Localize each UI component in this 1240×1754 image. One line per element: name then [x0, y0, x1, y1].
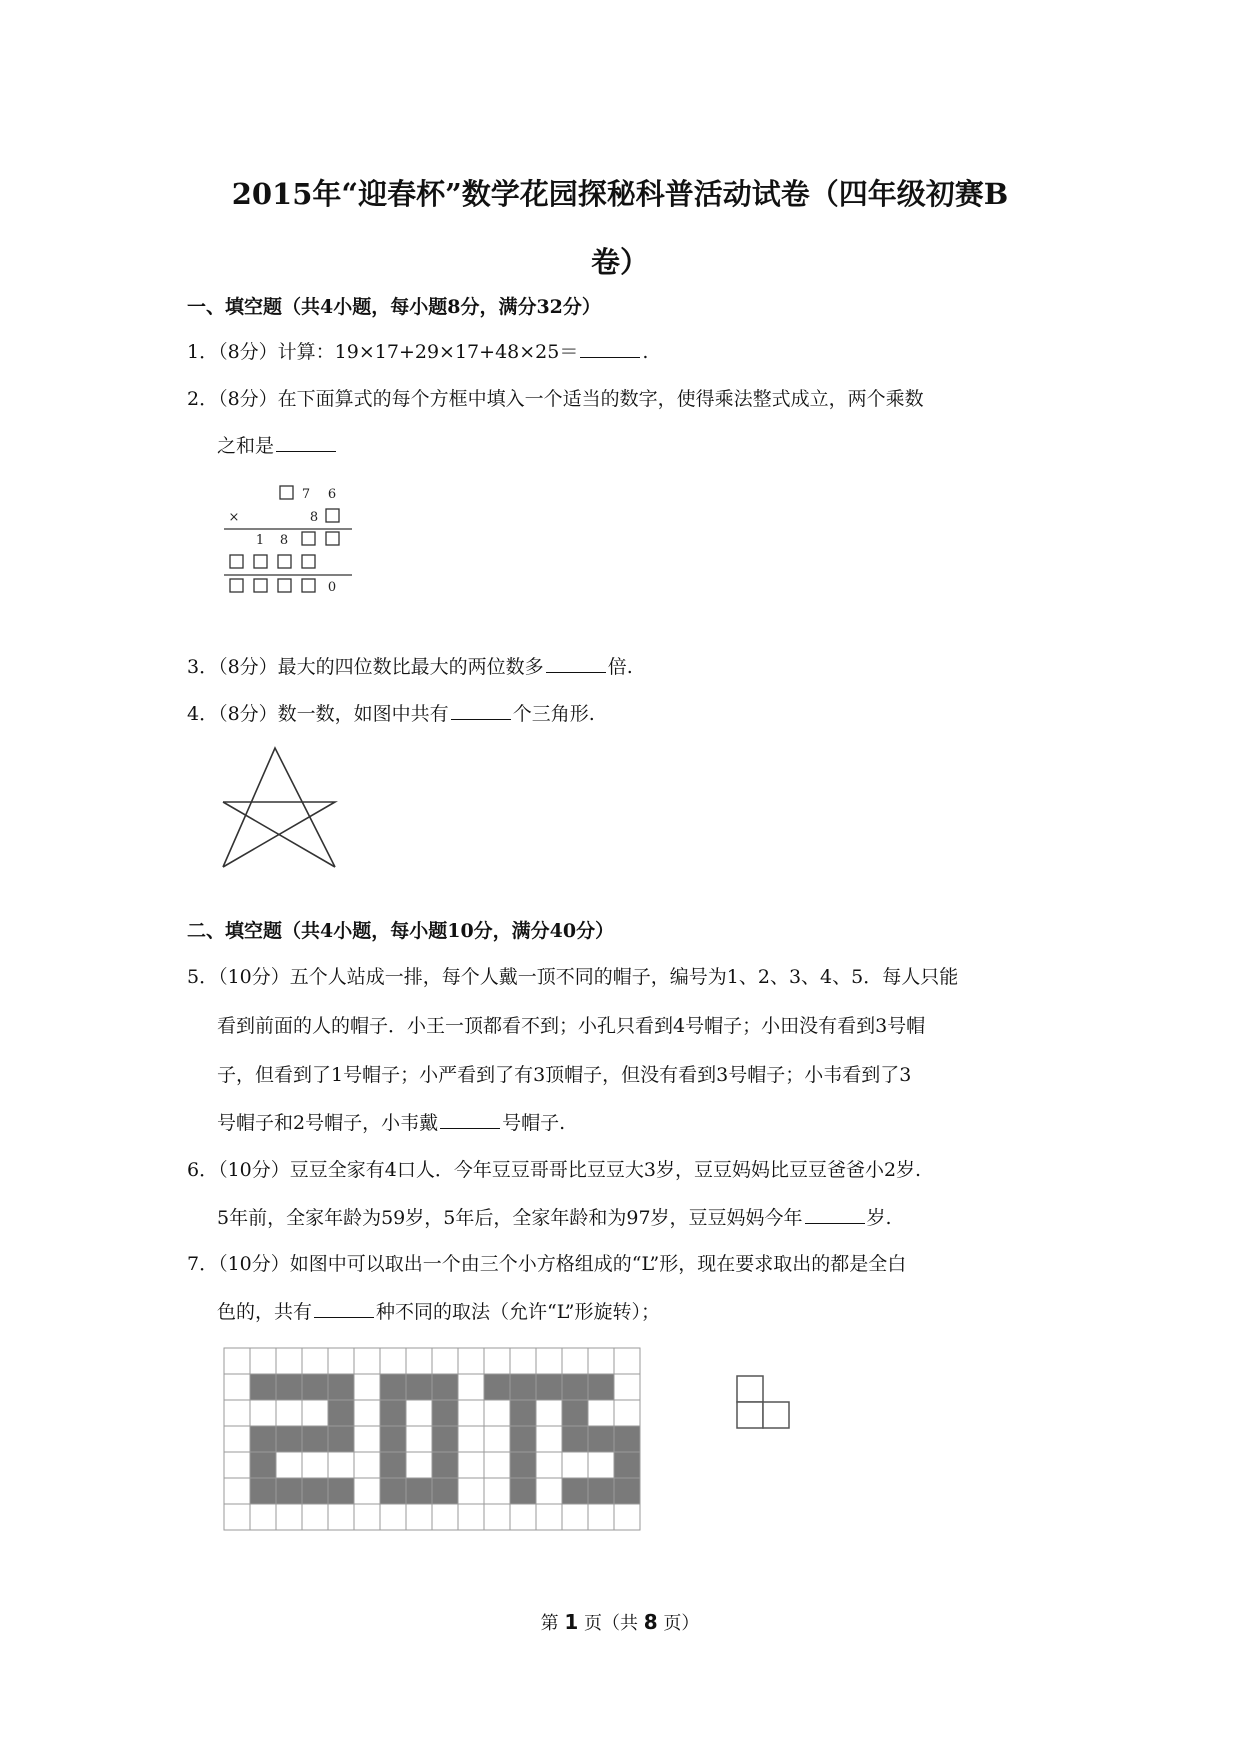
grid-cell-white: [458, 1374, 484, 1400]
grid-cell-white: [406, 1348, 432, 1374]
grid-cell-shaded: [250, 1478, 276, 1504]
grid-cell-shaded: [614, 1478, 640, 1504]
grid-cell-white: [354, 1504, 380, 1530]
grid-cell-shaded: [328, 1478, 354, 1504]
question-number: 6．: [187, 1159, 219, 1181]
grid-cell-white: [250, 1400, 276, 1426]
grid-cell-white: [614, 1348, 640, 1374]
grid-cell-white: [588, 1348, 614, 1374]
question-number: 2．: [187, 388, 219, 410]
grid-cell-white: [354, 1426, 380, 1452]
digit-box: [326, 509, 339, 522]
grid-cell-white: [536, 1478, 562, 1504]
grid-cell-white: [354, 1374, 380, 1400]
grid-cell-white: [484, 1400, 510, 1426]
grid-cell-white: [354, 1478, 380, 1504]
l-shape-figure: [735, 1374, 797, 1436]
question-text-end: .: [642, 341, 649, 363]
question-5-line1: [187, 968, 958, 987]
grid-cell-shaded: [406, 1478, 432, 1504]
section-1-heading: 一、填空题（共4小题，每小题8分，满分32分）: [187, 296, 601, 318]
grid-cell-white: [588, 1452, 614, 1478]
grid-cell-shaded: [432, 1400, 458, 1426]
grid-cell-shaded: [510, 1374, 536, 1400]
grid-cell-shaded: [276, 1374, 302, 1400]
question-2-line2: [217, 437, 338, 456]
grid-cell-white: [588, 1504, 614, 1530]
question-text-end: 号帽子.: [502, 1112, 566, 1134]
question-text: （8分）最大的四位数比最大的两位数多: [218, 656, 544, 678]
question-5-line4: [217, 1114, 565, 1133]
answer-blank[interactable]: [580, 356, 640, 358]
digit-box: [302, 532, 315, 545]
question-7-line1: [187, 1255, 906, 1274]
grid-cell-white: [224, 1374, 250, 1400]
grid-cell-shaded: [614, 1452, 640, 1478]
grid-cell-shaded: [302, 1426, 328, 1452]
footer-page-number: 1: [564, 1610, 579, 1634]
page-title-line1: 2015年“迎春杯”数学花园探秘科普活动试卷（四年级初赛B: [231, 177, 1009, 211]
answer-blank[interactable]: [546, 671, 606, 673]
grid-cell-white: [484, 1504, 510, 1530]
question-number: 5．: [187, 966, 219, 988]
l-shape-cell: [763, 1402, 789, 1428]
footer-text: 第: [540, 1613, 559, 1634]
grid-cell-shaded: [536, 1374, 562, 1400]
footer-text: 页）: [663, 1613, 700, 1634]
grid-cell-shaded: [510, 1452, 536, 1478]
digit-box: [254, 579, 267, 592]
grid-cell-white: [224, 1504, 250, 1530]
grid-cell-shaded: [614, 1426, 640, 1452]
section-2-heading: 二、填空题（共4小题，每小题10分，满分40分）: [187, 920, 615, 942]
grid-cell-white: [484, 1478, 510, 1504]
grid-cell-white: [406, 1400, 432, 1426]
grid-cell-white: [510, 1348, 536, 1374]
l-shape-cell: [737, 1402, 763, 1428]
grid-cell-white: [224, 1426, 250, 1452]
question-5-line3: 子，但看到了1号帽子；小严看到了有3顶帽子，但没有看到3号帽子；小韦看到了3: [217, 1064, 912, 1086]
grid-cell-white: [510, 1504, 536, 1530]
question-text: （10分）五个人站成一排，每个人戴一顶不同的帽子，编号为1、2、3、4、5．每人只能: [218, 966, 959, 988]
question-7-line2: [217, 1303, 660, 1322]
page-title-line2: 卷）: [590, 245, 649, 279]
question-text: 号帽子和2号帽子，小韦戴: [217, 1112, 439, 1134]
question-text-end: 岁.: [866, 1207, 892, 1229]
l-shape-cell: [737, 1376, 763, 1402]
digit-box: [326, 532, 339, 545]
grid-cell-white: [224, 1478, 250, 1504]
grid-cell-shaded: [432, 1426, 458, 1452]
grid-cell-white: [536, 1504, 562, 1530]
question-text: 之和是: [217, 435, 275, 457]
question-text: 色的，共有: [217, 1301, 313, 1323]
grid-cell-shaded: [562, 1374, 588, 1400]
grid-cell-shaded: [484, 1374, 510, 1400]
grid-cell-shaded: [562, 1478, 588, 1504]
grid-cell-white: [328, 1348, 354, 1374]
grid-cell-shaded: [432, 1478, 458, 1504]
grid-cell-white: [536, 1426, 562, 1452]
digit: 6: [327, 487, 337, 502]
question-number: 4．: [187, 703, 219, 725]
question-5-line2: 看到前面的人的帽子．小王一顶都看不到；小孔只看到4号帽子；小田没有看到3号帽: [217, 1015, 926, 1037]
question-text: （8分）计算：19×17+29×17+48×25＝: [218, 341, 579, 363]
grid-cell-white: [224, 1348, 250, 1374]
answer-blank[interactable]: [440, 1127, 500, 1129]
question-6-line2: [217, 1209, 892, 1228]
grid-cell-shaded: [510, 1478, 536, 1504]
grid-cell-shaded: [328, 1426, 354, 1452]
answer-blank[interactable]: [314, 1316, 374, 1318]
question-text-end: 个三角形.: [512, 703, 595, 725]
grid-cell-white: [614, 1400, 640, 1426]
grid-cell-shaded: [510, 1400, 536, 1426]
grid-cell-shaded: [432, 1452, 458, 1478]
grid-cell-shaded: [588, 1478, 614, 1504]
footer-total-pages: 8: [643, 1610, 658, 1634]
triangle-figure: [215, 742, 350, 872]
question-2-line1: [187, 390, 924, 409]
grid-cell-shaded: [562, 1426, 588, 1452]
grid-cell-white: [406, 1452, 432, 1478]
question-1: [187, 343, 648, 362]
question-number: 1．: [187, 341, 219, 363]
grid-cell-white: [276, 1400, 302, 1426]
grid-cell-shaded: [302, 1478, 328, 1504]
grid-2015-figure: [222, 1346, 652, 1546]
grid-cell-white: [224, 1452, 250, 1478]
grid-cell-shaded: [302, 1374, 328, 1400]
times-sign: ×: [228, 510, 240, 525]
digit-box: [302, 579, 315, 592]
grid-cell-white: [406, 1504, 432, 1530]
grid-cell-shaded: [562, 1400, 588, 1426]
grid-cell-white: [302, 1348, 328, 1374]
grid-cell-white: [458, 1426, 484, 1452]
digit: 8: [309, 510, 319, 525]
grid-cell-white: [432, 1504, 458, 1530]
grid-cell-white: [484, 1426, 510, 1452]
question-text-end: 倍.: [607, 656, 633, 678]
grid-cell-white: [380, 1504, 406, 1530]
grid-cell-shaded: [380, 1374, 406, 1400]
digit-box: [278, 579, 291, 592]
grid-cell-white: [302, 1452, 328, 1478]
grid-cell-white: [536, 1348, 562, 1374]
multiplication-figure: [220, 480, 360, 610]
question-6-line1: [187, 1161, 921, 1180]
digit: 1: [255, 533, 265, 548]
grid-cell-white: [562, 1452, 588, 1478]
answer-blank[interactable]: [805, 1222, 865, 1224]
grid-cell-white: [328, 1504, 354, 1530]
page-footer: [0, 1612, 1240, 1633]
triangle-line: [223, 748, 335, 867]
grid-cell-white: [536, 1452, 562, 1478]
question-4: [187, 705, 595, 724]
answer-blank[interactable]: [451, 718, 511, 720]
grid-cell-shaded: [380, 1452, 406, 1478]
question-text-end: 种不同的取法（允许“L”形旋转）；: [376, 1301, 661, 1323]
grid-cell-shaded: [250, 1426, 276, 1452]
grid-cell-white: [250, 1504, 276, 1530]
grid-cell-white: [458, 1504, 484, 1530]
grid-cell-white: [458, 1452, 484, 1478]
grid-cell-white: [328, 1452, 354, 1478]
digit-box: [280, 486, 293, 499]
digit-box: [302, 555, 315, 568]
digit-box: [278, 555, 291, 568]
grid-cell-shaded: [328, 1400, 354, 1426]
grid-cell-white: [276, 1504, 302, 1530]
grid-cell-shaded: [588, 1374, 614, 1400]
grid-cell-shaded: [380, 1400, 406, 1426]
digit: 0: [327, 580, 337, 595]
grid-cell-white: [614, 1374, 640, 1400]
grid-cell-white: [354, 1452, 380, 1478]
grid-cell-white: [302, 1504, 328, 1530]
grid-cell-white: [588, 1400, 614, 1426]
question-number: 7．: [187, 1253, 219, 1275]
question-text: （8分）在下面算式的每个方框中填入一个适当的数字，使得乘法整式成立，两个乘数: [218, 388, 924, 410]
grid-cell-white: [562, 1504, 588, 1530]
grid-cell-shaded: [510, 1426, 536, 1452]
grid-cell-white: [354, 1348, 380, 1374]
grid-cell-white: [536, 1400, 562, 1426]
grid-cell-white: [458, 1478, 484, 1504]
footer-text: 页（共: [584, 1613, 638, 1634]
digit-box: [230, 579, 243, 592]
grid-cell-white: [302, 1400, 328, 1426]
grid-cell-shaded: [276, 1426, 302, 1452]
grid-cell-white: [354, 1400, 380, 1426]
grid-cell-white: [224, 1400, 250, 1426]
grid-cell-shaded: [276, 1478, 302, 1504]
grid-cell-white: [484, 1348, 510, 1374]
grid-cell-white: [562, 1348, 588, 1374]
digit: 7: [301, 487, 311, 502]
question-text: （8分）数一数，如图中共有: [218, 703, 449, 725]
digit: 8: [279, 533, 289, 548]
grid-cell-white: [614, 1504, 640, 1530]
grid-cell-white: [276, 1348, 302, 1374]
question-number: 3．: [187, 656, 219, 678]
question-3: [187, 658, 633, 677]
grid-cell-shaded: [380, 1426, 406, 1452]
grid-cell-shaded: [250, 1374, 276, 1400]
question-text: （10分）如图中可以取出一个由三个小方格组成的“L”形，现在要求取出的都是全白: [218, 1253, 907, 1275]
grid-cell-shaded: [380, 1478, 406, 1504]
grid-cell-white: [432, 1348, 458, 1374]
question-text: （10分）豆豆全家有4口人．今年豆豆哥哥比豆豆大3岁，豆豆妈妈比豆豆爸爸小2岁.: [218, 1159, 922, 1181]
grid-cell-white: [276, 1452, 302, 1478]
grid-cell-shaded: [406, 1374, 432, 1400]
digit-box: [254, 555, 267, 568]
answer-blank[interactable]: [276, 450, 336, 452]
grid-cell-white: [458, 1400, 484, 1426]
digit-box: [230, 555, 243, 568]
grid-cell-shaded: [588, 1426, 614, 1452]
grid-cell-white: [250, 1348, 276, 1374]
grid-cell-shaded: [432, 1374, 458, 1400]
grid-cell-shaded: [328, 1374, 354, 1400]
grid-cell-shaded: [250, 1452, 276, 1478]
grid-cell-white: [484, 1452, 510, 1478]
grid-cell-white: [406, 1426, 432, 1452]
grid-cell-white: [458, 1348, 484, 1374]
grid-cell-white: [380, 1348, 406, 1374]
question-text: 5年前，全家年龄为59岁，5年后，全家年龄和为97岁，豆豆妈妈今年: [217, 1207, 803, 1229]
